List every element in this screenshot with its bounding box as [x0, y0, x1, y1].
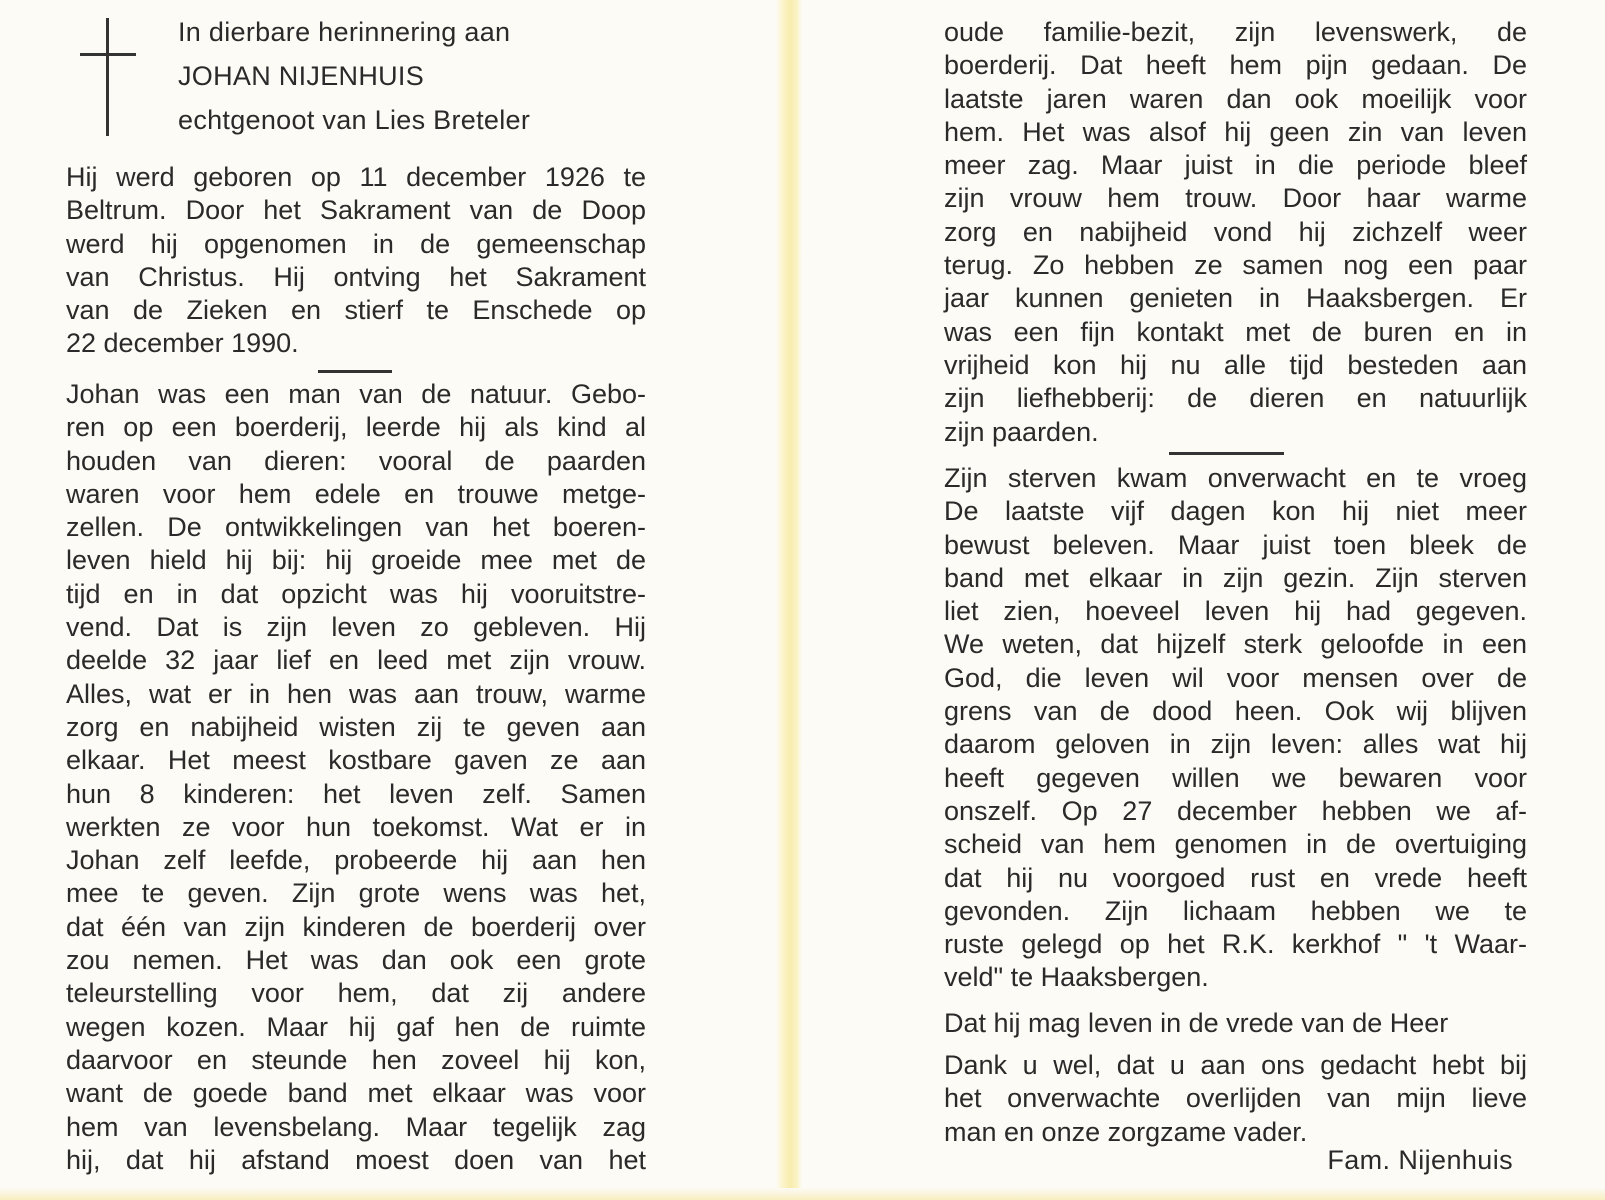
prayer-line: [944, 1007, 1527, 1040]
text-line: veld" te Haaksbergen.: [944, 962, 1209, 993]
text-line: laatste jaren waren dan ook moeilijk voor: [944, 83, 1527, 114]
text-line: het onverwachte overlijden van mijn lieve: [944, 1083, 1527, 1114]
text-line: Dat hij mag leven in de vrede van de Heer: [944, 1008, 1449, 1038]
text-line: man en onze zorgzame vader.: [944, 1116, 1308, 1147]
text-line: teleurstelling voor hem, dat zij andere: [66, 978, 646, 1009]
text-line: dat één van zijn kinderen de boerderij over: [66, 911, 646, 942]
text-line: zou nemen. Het was dan ook een grote: [66, 945, 646, 976]
text-line: oude familie-bezit, zijn levenswerk, de: [944, 17, 1527, 47]
text-line: werkten ze voor hun toekomst. Wat er in: [66, 811, 646, 842]
text-line: Zijn sterven kwam onverwacht en te vroeg: [944, 463, 1527, 493]
card-fold: [776, 0, 802, 1200]
header-line-1: In dierbare herinnering aan: [178, 17, 511, 47]
text-line: hem. Het was alsof hij geen zin van leven: [944, 116, 1527, 147]
text-line: heeft gegeven willen we bewaren voor: [944, 762, 1527, 793]
text-line: hij, dat hij afstand moest doen van het: [66, 1144, 646, 1175]
text-line: 22 december 1990.: [66, 328, 299, 359]
text-line: hun 8 kinderen: het leven zelf. Samen: [66, 778, 646, 809]
text-line: deelde 32 jaar lief en leed met zijn vrouw.: [66, 645, 646, 676]
text-line: De laatste vijf dagen kon hij niet meer: [944, 496, 1527, 527]
header-line-3: echtgenoot van Lies Breteler: [178, 105, 531, 135]
text-line: Dank u wel, dat u aan ons gedacht hebt bij: [944, 1050, 1527, 1080]
left-paragraph-2: [66, 378, 646, 1177]
card-edge: [0, 1188, 1605, 1200]
text-line: vend. Dat is zijn leven zo gebleven. Hij: [66, 612, 646, 643]
text-line: want de goede band met elkaar was voor: [66, 1078, 646, 1109]
text-line: zijn liefhebberij: de dieren en natuurlijk: [944, 383, 1527, 414]
text-line: wegen kozen. Maar hij gaf hen de ruimte: [66, 1011, 646, 1042]
text-line: zorg en nabijheid wisten zij te geven aan: [66, 711, 646, 742]
text-line: grens van de dood heen. Ook wij blijven: [944, 696, 1527, 727]
text-line: ren op een boerderij, leerde hij als kind al: [66, 412, 646, 443]
text-line: van de Zieken en stierf te Enschede op: [66, 295, 646, 326]
text-line: Johan was een man van de natuur. Gebo-: [66, 379, 646, 409]
text-line: meer zag. Maar juist in die periode bleef: [944, 150, 1527, 181]
text-line: bewust beleven. Maar juist toen bleek de: [944, 529, 1527, 560]
text-line: leven hield hij bij: hij groeide mee met de: [66, 545, 646, 576]
thanks-paragraph: [944, 1049, 1527, 1149]
text-line: terug. Zo hebben ze samen nog een paar: [944, 250, 1527, 281]
separator: [318, 370, 392, 373]
text-line: scheid van hem genomen in de overtuiging: [944, 829, 1527, 860]
text-line: houden van dieren: vooral de paarden: [66, 445, 646, 476]
text-line: gevonden. Zijn lichaam hebben we te: [944, 895, 1527, 926]
text-line: zorg en nabijheid vond hij zichzelf weer: [944, 216, 1527, 247]
deceased-name: JOHAN NIJENHUIS: [178, 61, 425, 91]
text-line: Alles, wat er in hen was aan trouw, warme: [66, 678, 646, 709]
text-line: mee te geven. Zijn grote wens was het,: [66, 878, 646, 909]
right-paragraph-2: [944, 462, 1527, 995]
text-line: zijn paarden.: [944, 416, 1099, 447]
text-line: hem van levensbelang. Maar tegelijk zag: [66, 1111, 646, 1142]
text-line: werd hij opgenomen in de gemeenschap: [66, 228, 646, 259]
signature: Fam. Nijenhuis: [1327, 1145, 1513, 1175]
text-line: dat hij nu voorgoed rust en vrede heeft: [944, 862, 1527, 893]
text-line: daarvoor en steunde hen zoveel hij kon,: [66, 1044, 646, 1075]
text-line: daarom geloven in zijn leven: alles wat hij: [944, 729, 1527, 760]
left-paragraph-1: [66, 161, 646, 361]
text-line: waren voor hem edele en trouwe metge-: [66, 478, 646, 509]
cross-icon: [80, 18, 136, 136]
text-line: was een fijn kontakt met de buren en in: [944, 316, 1527, 347]
text-line: boerderij. Dat heeft hem pijn gedaan. De: [944, 50, 1527, 81]
text-line: Johan zelf leefde, probeerde hij aan hen: [66, 845, 646, 876]
text-line: vrijheid kon hij nu alle tijd besteden aan: [944, 349, 1527, 380]
text-line: Beltrum. Door het Sakrament van de Doop: [66, 195, 646, 226]
text-line: zijn vrouw hem trouw. Door haar warme: [944, 183, 1527, 214]
text-line: van Christus. Hij ontving het Sakrament: [66, 261, 646, 292]
text-line: Hij werd geboren op 11 december 1926 te: [66, 162, 646, 192]
text-line: band met elkaar in zijn gezin. Zijn sterven: [944, 562, 1527, 593]
text-line: zellen. De ontwikkelingen van het boeren-: [66, 512, 646, 543]
text-line: God, die leven wil voor mensen over de: [944, 662, 1527, 693]
text-line: jaar kunnen genieten in Haaksbergen. Er: [944, 283, 1527, 314]
text-line: We weten, dat hijzelf sterk geloofde in een: [944, 629, 1527, 660]
separator: [1169, 452, 1284, 455]
text-line: tijd en in dat opzicht was hij vooruitstre-: [66, 578, 646, 609]
text-line: elkaar. Het meest kostbare gaven ze aan: [66, 745, 646, 776]
text-line: liet zien, hoeveel leven hij had gegeven.: [944, 596, 1527, 627]
right-paragraph-1: [944, 16, 1527, 449]
text-line: ruste gelegd op het R.K. kerkhof " 't Waar-: [944, 929, 1527, 960]
text-line: onszelf. Op 27 december hebben we af-: [944, 795, 1527, 826]
